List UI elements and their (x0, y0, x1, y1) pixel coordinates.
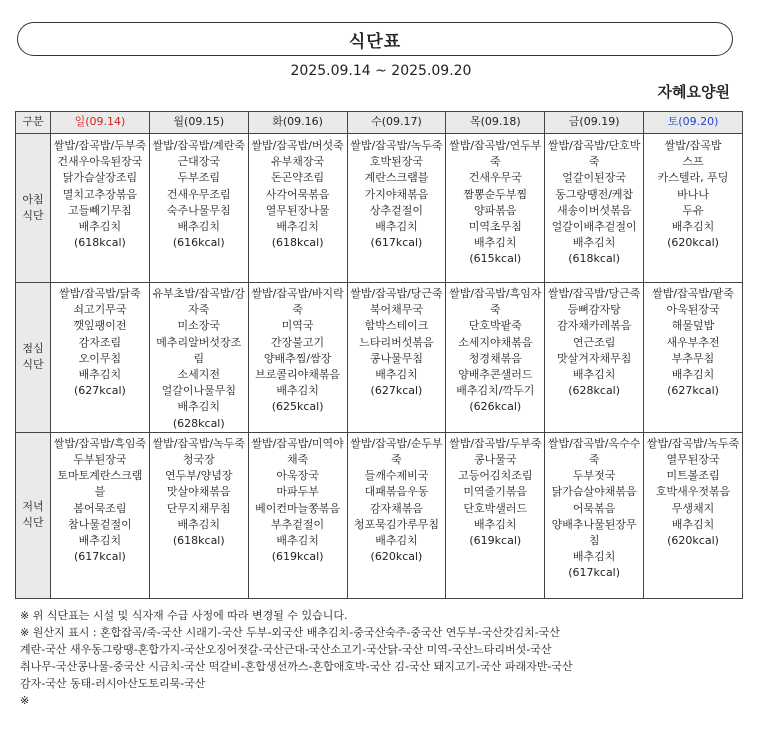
menu-cell (347, 432, 446, 598)
menu-item: 단무지채무침 (166, 501, 231, 515)
menu-cell (644, 432, 743, 598)
menu-item: 배추김치 (572, 550, 616, 564)
menu-item: 배추김치 (375, 534, 418, 548)
menu-item: 카스텔라, 푸딩 (657, 171, 729, 185)
menu-item: 사각어묵볶음 (265, 187, 330, 201)
menu-item: 콩나물무침 (369, 351, 424, 365)
menu-item: 멸치고추장볶음 (62, 187, 138, 201)
menu-item: 메추리알버섯장조림 (156, 335, 242, 365)
menu-cell (446, 432, 545, 598)
menu-item: 대패볶음우동 (364, 485, 429, 499)
menu-item: 함박스테이크 (364, 319, 429, 333)
menu-item: (617kcal) (568, 566, 621, 580)
menu-item: 배추김치 (375, 220, 418, 234)
facility-name: 자혜요양원 (657, 83, 730, 101)
note-line: 감자-국산 동태-러시아산도토리묵-국산 (20, 677, 206, 690)
menu-item: 감자채카레볶음 (556, 319, 632, 333)
menu-item: (627kcal) (74, 384, 126, 398)
menu-cell (248, 134, 347, 283)
menu-item: 닭가슴살장조림 (62, 171, 138, 185)
menu-cell (51, 134, 150, 283)
menu-item: 건새우무조림 (166, 187, 231, 201)
menu-item: 간장불고기 (271, 335, 325, 349)
note-line: ※ (20, 694, 30, 707)
title-box (17, 22, 733, 56)
menu-cell (644, 283, 743, 433)
menu-item: 연두부/양념장 (165, 469, 233, 483)
menu-cell (51, 432, 150, 598)
menu-item: 새우부추전 (666, 335, 720, 349)
menu-cell (644, 134, 743, 283)
menu-item: 쇠고기무국 (73, 303, 127, 317)
menu-item: 쌀밥/잡곡밥/팥죽 (652, 287, 734, 300)
page-title: 식단표 (348, 31, 402, 52)
menu-item: 청국장 (182, 453, 215, 467)
menu-item: 미소장국 (177, 319, 221, 333)
menu-cell (51, 283, 150, 433)
menu-item: 열무된장국 (666, 453, 720, 467)
menu-item: 유부초밥/잡곡밥/감자죽 (152, 287, 245, 317)
menu-item: 깻잎팽이전 (73, 319, 127, 333)
menu-item: 감자채볶음 (369, 501, 424, 515)
menu-item: 배추김치 (78, 368, 122, 382)
menu-item: 연근조림 (572, 335, 616, 349)
day-header-fri: 금(09.19) (545, 112, 644, 134)
menu-cell (149, 134, 248, 283)
menu-item: 배추김치 (375, 368, 418, 382)
menu-item: 스프 (682, 155, 704, 169)
day-header-wed: 수(09.17) (347, 112, 446, 134)
menu-item: 얼갈이나물무침 (161, 384, 236, 398)
menu-item: 느타리버섯볶음 (359, 335, 434, 349)
menu-cell (149, 283, 248, 433)
menu-item: 쌀밥/잡곡밥/버섯죽 (251, 139, 344, 152)
menu-item: 배추김치 (671, 220, 715, 234)
menu-cell (248, 432, 347, 598)
menu-item: (628kcal) (568, 384, 621, 398)
day-header-mon: 월(09.15) (149, 112, 248, 134)
menu-item: (617kcal) (74, 550, 126, 564)
menu-table (15, 111, 743, 599)
menu-item: (618kcal) (568, 252, 621, 266)
menu-item: 부추겉절이 (271, 517, 325, 531)
menu-item: (618kcal) (271, 236, 324, 250)
menu-item: 오이무침 (78, 351, 122, 365)
menu-item: 양배추콘샐러드 (458, 368, 533, 382)
menu-item: 쌀밥/잡곡밥/두부죽 (53, 139, 147, 152)
menu-item: (620kcal) (370, 550, 423, 564)
menu-item: 돈곤약조림 (271, 171, 325, 185)
menu-item: 쌀밥/잡곡밥/녹두죽 (350, 139, 443, 152)
menu-item: 쌀밥/잡곡밥/순두부죽 (350, 436, 443, 467)
menu-cell (446, 134, 545, 283)
meal-row-lunch (16, 283, 743, 433)
meal-label: 저녁 식단 (16, 432, 51, 598)
menu-item: 호박된장국 (369, 155, 424, 169)
menu-item: 새송이버섯볶음 (556, 203, 632, 217)
menu-item: 브로콜리야채볶음 (255, 368, 341, 382)
menu-item: 들깨수제비국 (364, 469, 429, 483)
menu-item: 쌀밥/잡곡밥/당근죽 (350, 287, 443, 300)
meal-row-dinner (16, 432, 743, 598)
menu-item: 봄어묵조림 (73, 501, 127, 515)
menu-item: 청경채볶음 (468, 351, 522, 365)
menu-item: 콩나물국 (474, 453, 517, 467)
menu-item: 쌀밥/잡곡밥/녹두죽 (152, 436, 245, 450)
menu-item: (620kcal) (667, 534, 719, 548)
menu-item: (627kcal) (370, 384, 423, 398)
menu-item: 바나나 (677, 187, 709, 201)
menu-item: 미역국 (281, 319, 314, 333)
menu-item: 북어채무국 (369, 303, 424, 317)
notes-section (20, 607, 750, 709)
menu-item: 배추김치 (78, 534, 122, 548)
day-header-thu: 목(09.18) (446, 112, 545, 134)
menu-item: 베이컨마늘쫑볶음 (255, 501, 341, 515)
menu-item: (628kcal) (172, 416, 225, 430)
day-header-sun: 일(09.14) (51, 112, 150, 134)
menu-item: 얼갈이된장국 (562, 171, 627, 185)
menu-item: 맛살겨자채무침 (556, 351, 632, 365)
menu-item: 배추김치 (276, 220, 319, 234)
menu-item: 배추김치 (474, 236, 517, 250)
menu-item: 배추김치 (177, 400, 221, 414)
menu-cell (545, 432, 644, 598)
category-header: 구분 (16, 112, 51, 134)
menu-item: 쌀밥/잡곡밥/당근죽 (547, 287, 641, 300)
menu-item: 쌀밥/잡곡밥/계란죽 (152, 139, 245, 152)
menu-cell (248, 283, 347, 433)
menu-item: 두부된장국 (73, 453, 127, 467)
menu-item: (619kcal) (469, 534, 522, 548)
menu-item: 동그랑땡전/케찹 (555, 187, 634, 201)
menu-item: 숙주나물무침 (166, 203, 231, 217)
menu-item: (617kcal) (370, 236, 423, 250)
menu-item: 부추무침 (671, 351, 715, 365)
menu-item: 아욱된장국 (666, 303, 720, 317)
menu-cell (545, 283, 644, 433)
menu-item: 쌀밥/잡곡밥/흑임죽 (53, 436, 147, 450)
menu-item: (618kcal) (74, 236, 126, 250)
menu-item: 소세지전 (177, 368, 221, 382)
menu-item: 열무된장나물 (265, 203, 330, 217)
menu-cell (347, 134, 446, 283)
menu-item: 호박새우젓볶음 (655, 485, 731, 499)
menu-item: (616kcal) (172, 236, 225, 250)
menu-item: 가지야채볶음 (364, 187, 429, 201)
menu-item: 해물덮밥 (671, 319, 715, 333)
menu-item: 고들빼기무침 (68, 203, 132, 217)
note-line: 취나무-국산콩나물-중국산 시금치-국산 떡갈비-혼합생선까스-혼합애호박-국산 김-국산 돼지고기-국산 파래자반-국산 (20, 660, 573, 673)
menu-cell (446, 283, 545, 433)
meal-row-breakfast (16, 134, 743, 283)
day-header-tue: 화(09.16) (248, 112, 347, 134)
menu-cell (347, 283, 446, 433)
menu-item: 배추김치 (177, 517, 221, 531)
menu-item: 참나물겉절이 (68, 517, 132, 531)
meal-label: 점심 식단 (16, 283, 51, 433)
menu-item: 어묵볶음 (572, 501, 616, 515)
menu-item: 쌀밥/잡곡밥/미역야채죽 (251, 436, 344, 467)
menu-item: 쌀밥/잡곡밥 (664, 139, 722, 152)
menu-item: (627kcal) (667, 384, 719, 398)
date-range: 2025.09.14 ~ 2025.09.20 (290, 63, 472, 79)
menu-item: 쌀밥/잡곡밥/옥수수죽 (547, 436, 641, 467)
menu-item: 배추김치 (671, 368, 715, 382)
menu-item: 상추겉절이 (369, 203, 424, 217)
note-line: 계란-국산 새우동그랑땡-혼합가지-국산오징어젓갈-국산근대-국산소고기-국산닭-국산 미역-국산느타리버섯-국산 (20, 643, 552, 656)
menu-item: 청포묵김가루무침 (353, 517, 439, 531)
menu-item: 두부조림 (177, 171, 221, 185)
menu-item: 단호박샐러드 (463, 501, 528, 515)
menu-cell (545, 134, 644, 283)
menu-item: 고등어김치조림 (458, 469, 533, 483)
menu-item: 쌀밥/잡곡밥/흑임자죽 (449, 287, 542, 317)
menu-item: 미역초무침 (468, 220, 522, 234)
menu-item: 무생채지 (671, 501, 715, 515)
menu-item: 배추김치 (78, 220, 122, 234)
menu-item: (618kcal) (172, 534, 225, 548)
menu-item: 배추김치 (177, 220, 221, 234)
menu-item: 쌀밥/잡곡밥/단호박죽 (547, 139, 641, 169)
day-header-sat: 토(09.20) (644, 112, 743, 134)
note-line: ※ 위 식단표는 시설 및 식자재 수급 사정에 따라 변경될 수 있습니다. (20, 609, 348, 622)
menu-item: 쌀밥/잡곡밥/닭죽 (59, 287, 141, 300)
menu-item: 닭가슴살야채볶음 (551, 485, 637, 499)
menu-item: 토마토계란스크램블 (57, 469, 143, 499)
menu-item: 쌀밥/잡곡밥/연두부죽 (449, 139, 542, 169)
note-line: ※ 원산지 표시 : 혼합잡곡/죽-국산 시래기-국산 두부-외국산 배추김치-중국산숙주-중국산 연두부-국산갓김치-국산 (20, 626, 560, 639)
menu-item: 쌀밥/잡곡밥/두부죽 (449, 436, 542, 450)
menu-item: 양파볶음 (474, 203, 517, 217)
header-row (16, 112, 743, 134)
menu-item: 감자조림 (78, 335, 122, 349)
menu-item: 계란스크램블 (364, 171, 429, 185)
menu-item: 미트볼조림 (666, 469, 720, 483)
menu-item: 유부채장국 (271, 155, 325, 169)
menu-item: 얼갈이배추겉절이 (551, 220, 637, 234)
menu-item: 맛살야채볶음 (166, 485, 231, 499)
menu-item: (626kcal) (469, 400, 522, 414)
menu-item: 근대장국 (177, 155, 221, 169)
menu-item: 건새우무국 (468, 171, 522, 185)
menu-item: 아욱장국 (276, 469, 319, 483)
menu-item: 소세지야채볶음 (458, 335, 533, 349)
menu-item: 배추김치 (474, 517, 517, 531)
menu-item: 배추김치 (572, 236, 616, 250)
menu-item: 단호박팥죽 (468, 319, 522, 333)
menu-item: 쌀밥/잡곡밥/바지락죽 (251, 287, 344, 317)
menu-item: 미역줄기볶음 (463, 485, 528, 499)
menu-item: (615kcal) (469, 252, 522, 266)
meal-label: 아침 식단 (16, 134, 51, 283)
menu-item: 건새우아욱된장국 (57, 155, 143, 169)
menu-cell (149, 432, 248, 598)
menu-item: 배추김치 (276, 534, 319, 548)
menu-item: 배추김치/깍두기 (456, 384, 535, 398)
menu-item: 배추김치 (572, 368, 616, 382)
menu-item: 등뼈감자탕 (567, 303, 621, 317)
menu-item: 짬뽕순두부찜 (463, 187, 528, 201)
menu-item: 양배추찜/쌈장 (263, 351, 332, 365)
menu-item: (620kcal) (667, 236, 719, 250)
menu-item: (625kcal) (271, 400, 324, 414)
menu-item: 마파두부 (276, 485, 319, 499)
menu-item: 양배추나물된장무침 (551, 517, 637, 548)
menu-item: 배추김치 (276, 384, 319, 398)
menu-item: 배추김치 (671, 517, 715, 531)
menu-item: (619kcal) (271, 550, 324, 564)
menu-item: 두유 (682, 203, 704, 217)
menu-item: 쌀밥/잡곡밥/녹두죽 (646, 436, 740, 450)
menu-item: 두부젓국 (572, 469, 616, 483)
